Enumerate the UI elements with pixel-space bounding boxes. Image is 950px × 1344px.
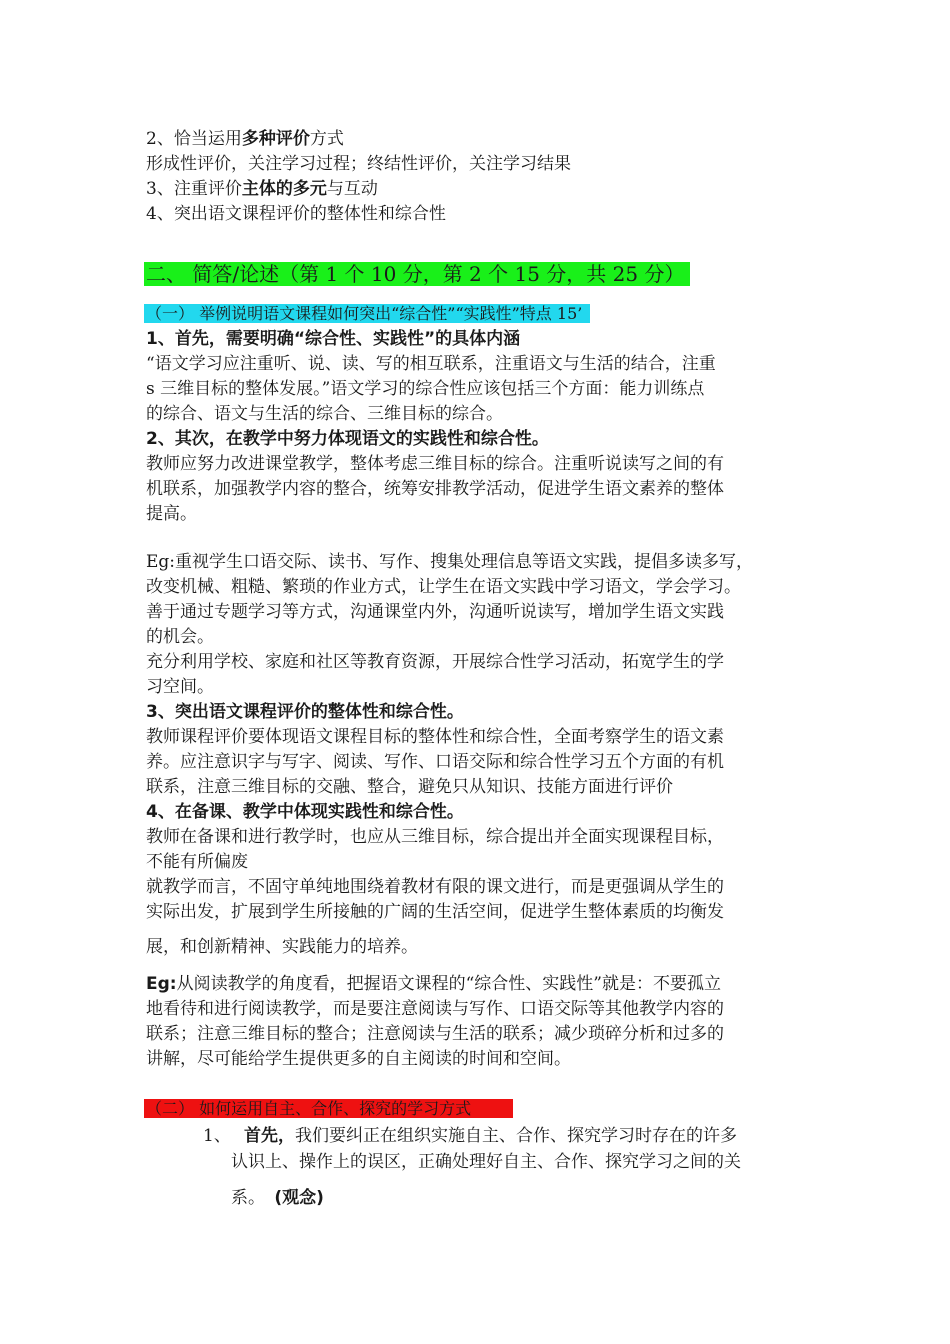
q1-p2-line: 教师应努力改进课堂教学，整体考虑三维目标的综合。注重听说读写之间的有 bbox=[146, 454, 724, 474]
q1-eg2-line: 地看待和进行阅读教学，而是要注意阅读与写作、口语交际等其他教学内容的 bbox=[146, 999, 724, 1019]
q1-eg2-lead: Eg: bbox=[146, 974, 177, 994]
q1-p4-line: 就教学而言，不固守单纯地围绕着教材有限的课文进行，而是更强调从学生的 bbox=[146, 877, 724, 897]
q2-item1-line bbox=[231, 1186, 324, 1210]
q1-eg2-first: 从阅读教学的角度看，把握语文课程的“综合性、实践性”就是：不要孤立 bbox=[176, 974, 721, 994]
q2-item1-bold: 首先， bbox=[244, 1126, 295, 1146]
q2-item1-line: 认识上、操作上的误区，正确处理好自主、合作、探究学习之间的关 bbox=[231, 1152, 741, 1172]
q1-eg1-line: Eg:重视学生口语交际、读书、写作、搜集处理信息等语文实践，提倡多读多写， bbox=[146, 552, 754, 572]
q1-eg1-line: 习空间。 bbox=[146, 677, 214, 697]
q1-p3-line: 养。应注意识字与写字、阅读、写作、口语交际和综合性学习五个方面的有机 bbox=[146, 752, 724, 772]
q1-eg1-line: 的机会。 bbox=[146, 627, 214, 647]
q1-title bbox=[144, 302, 590, 326]
section-heading bbox=[144, 260, 690, 288]
q1-p4-line: 实际出发，扩展到学生所接触的广阔的生活空间，促进学生整体素质的均衡发 bbox=[146, 902, 724, 922]
q1-p3-line: 教师课程评价要体现语文课程目标的整体性和综合性，全面考察学生的语文素 bbox=[146, 727, 724, 747]
item-3 bbox=[146, 177, 378, 201]
q1-p2-title: 2、其次，在教学中努力体现语文的实践性和综合性。 bbox=[146, 429, 549, 449]
q2-item1-first: 我们要纠正在组织实施自主、合作、探究学习时存在的许多 bbox=[295, 1126, 737, 1146]
q1-p4-line: 教师在备课和进行教学时，也应从三维目标，综合提出并全面实现课程目标， bbox=[146, 827, 724, 847]
item-2-bold: 多种评价 bbox=[241, 129, 310, 149]
item-2-prefix: 2、恰当运用 bbox=[146, 129, 242, 149]
q1-p1-line: “语文学习应注重听、说、读、写的相互联系，注重语文与生活的结合，注重 bbox=[146, 354, 716, 374]
q1-p1-line: 的综合、语文与生活的综合、三维目标的综合。 bbox=[146, 404, 503, 424]
q1-p4-line: 展，和创新精神、实践能力的培养。 bbox=[146, 937, 418, 957]
q1-eg1-line: 改变机械、粗糙、繁琐的作业方式，让学生在语文实践中学习语文，学会学习。 bbox=[146, 577, 741, 597]
q2-item1-tag: (观念) bbox=[274, 1188, 324, 1208]
q1-title-text: （一） 举例说明语文课程如何突出“综合性”“实践性”特点 15’ bbox=[144, 304, 590, 323]
item-2-suffix: 方式 bbox=[309, 129, 344, 149]
q1-p3-title: 3、突出语文课程评价的整体性和综合性。 bbox=[146, 702, 464, 722]
q1-p3-line: 联系，注意三维目标的交融、整合，避免只从知识、技能方面进行评价 bbox=[146, 777, 673, 797]
q1-p2-line: 提高。 bbox=[146, 504, 197, 524]
item-3-bold: 主体的多元 bbox=[241, 179, 327, 199]
q1-eg1-line: 充分利用学校、家庭和社区等教育资源，开展综合性学习活动，拓宽学生的学 bbox=[146, 652, 724, 672]
item-2 bbox=[146, 127, 344, 151]
item-2-desc: 形成性评价，关注学习过程；终结性评价，关注学习结果 bbox=[146, 154, 571, 174]
q2-item1-last: 系。 bbox=[231, 1188, 265, 1208]
q1-eg2-line bbox=[146, 972, 721, 996]
item-4: 4、突出语文课程评价的整体性和综合性 bbox=[146, 204, 446, 224]
q1-p4-title: 4、在备课、教学中体现实践性和综合性。 bbox=[146, 802, 464, 822]
section-heading-text: 二、 简答/论述（第 1 个 10 分，第 2 个 15 分，共 25 分） bbox=[144, 262, 690, 286]
q1-p1-title: 1、首先，需要明确“综合性、实践性”的具体内涵 bbox=[146, 329, 521, 349]
q2-item1-line bbox=[244, 1124, 737, 1148]
q1-p1-line: s 三维目标的整体发展。”语文学习的综合性应该包括三个方面：能力训练点 bbox=[146, 379, 705, 399]
item-3-suffix: 与互动 bbox=[326, 179, 378, 199]
item-3-prefix: 3、注重评价 bbox=[146, 179, 242, 199]
q1-eg1-line: 善于通过专题学习等方式，沟通课堂内外，沟通听说读写，增加学生语文实践 bbox=[146, 602, 724, 622]
q1-eg2-line: 讲解，尽可能给学生提供更多的自主阅读的时间和空间。 bbox=[146, 1049, 571, 1069]
q1-p4-line: 不能有所偏废 bbox=[146, 852, 248, 872]
q1-p2-line: 机联系，加强教学内容的整合，统筹安排教学活动，促进学生语文素养的整体 bbox=[146, 479, 724, 499]
q2-title bbox=[144, 1097, 513, 1121]
q2-title-text: （二） 如何运用自主、合作、探究的学习方式 bbox=[144, 1099, 513, 1118]
q2-item1-number: 1、 bbox=[203, 1126, 231, 1146]
q1-eg2-line: 联系；注意三维目标的整合；注意阅读与生活的联系；减少琐碎分析和过多的 bbox=[146, 1024, 724, 1044]
